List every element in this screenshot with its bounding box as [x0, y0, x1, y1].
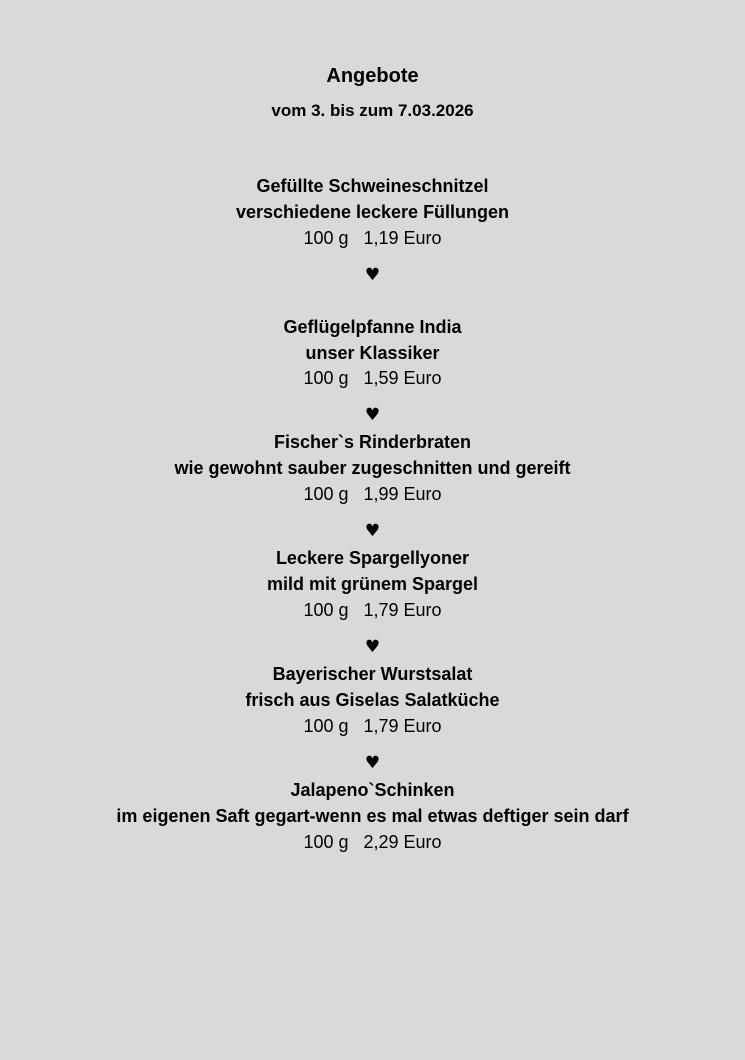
offer-description: verschiedene leckere Füllungen: [235, 202, 510, 222]
date-range: vom 3. bis zum 7.03.2026: [271, 101, 474, 120]
offer-price: 100 g 2,29 Euro: [303, 832, 442, 852]
offer-price: 100 g 1,59 Euro: [303, 368, 442, 388]
offer-name: Fischer`s Rinderbraten: [273, 432, 472, 452]
heart-icon: ♥: [364, 637, 381, 657]
offer-price: 100 g 1,79 Euro: [303, 716, 442, 736]
offer-price: 100 g 1,79 Euro: [303, 600, 442, 620]
offer-name: Gefüllte Schweineschnitzel: [256, 176, 489, 196]
page-title: Angebote: [326, 65, 419, 87]
heart-icon: ♥: [364, 753, 381, 773]
heart-icon: ♥: [364, 265, 381, 285]
offer-name: Jalapeno`Schinken: [290, 780, 455, 800]
offer-price: 100 g 1,19 Euro: [303, 228, 442, 248]
offer-description: wie gewohnt sauber zugeschnitten und gereift: [174, 458, 571, 478]
offer-price: 100 g 1,99 Euro: [303, 484, 442, 504]
offer-description: im eigenen Saft gegart-wenn es mal etwas deftiger sein darf: [116, 806, 629, 826]
offer-name: Geflügelpfanne India: [283, 317, 462, 337]
heart-icon: ♥: [364, 521, 381, 541]
heart-icon: ♥: [364, 405, 381, 425]
offer-name: Leckere Spargellyoner: [275, 548, 470, 568]
offer-description: mild mit grünem Spargel: [266, 574, 479, 594]
offer-description: unser Klassiker: [305, 343, 440, 363]
offer-name: Bayerischer Wurstsalat: [272, 664, 473, 684]
offer-description: frisch aus Giselas Salatküche: [245, 690, 500, 710]
